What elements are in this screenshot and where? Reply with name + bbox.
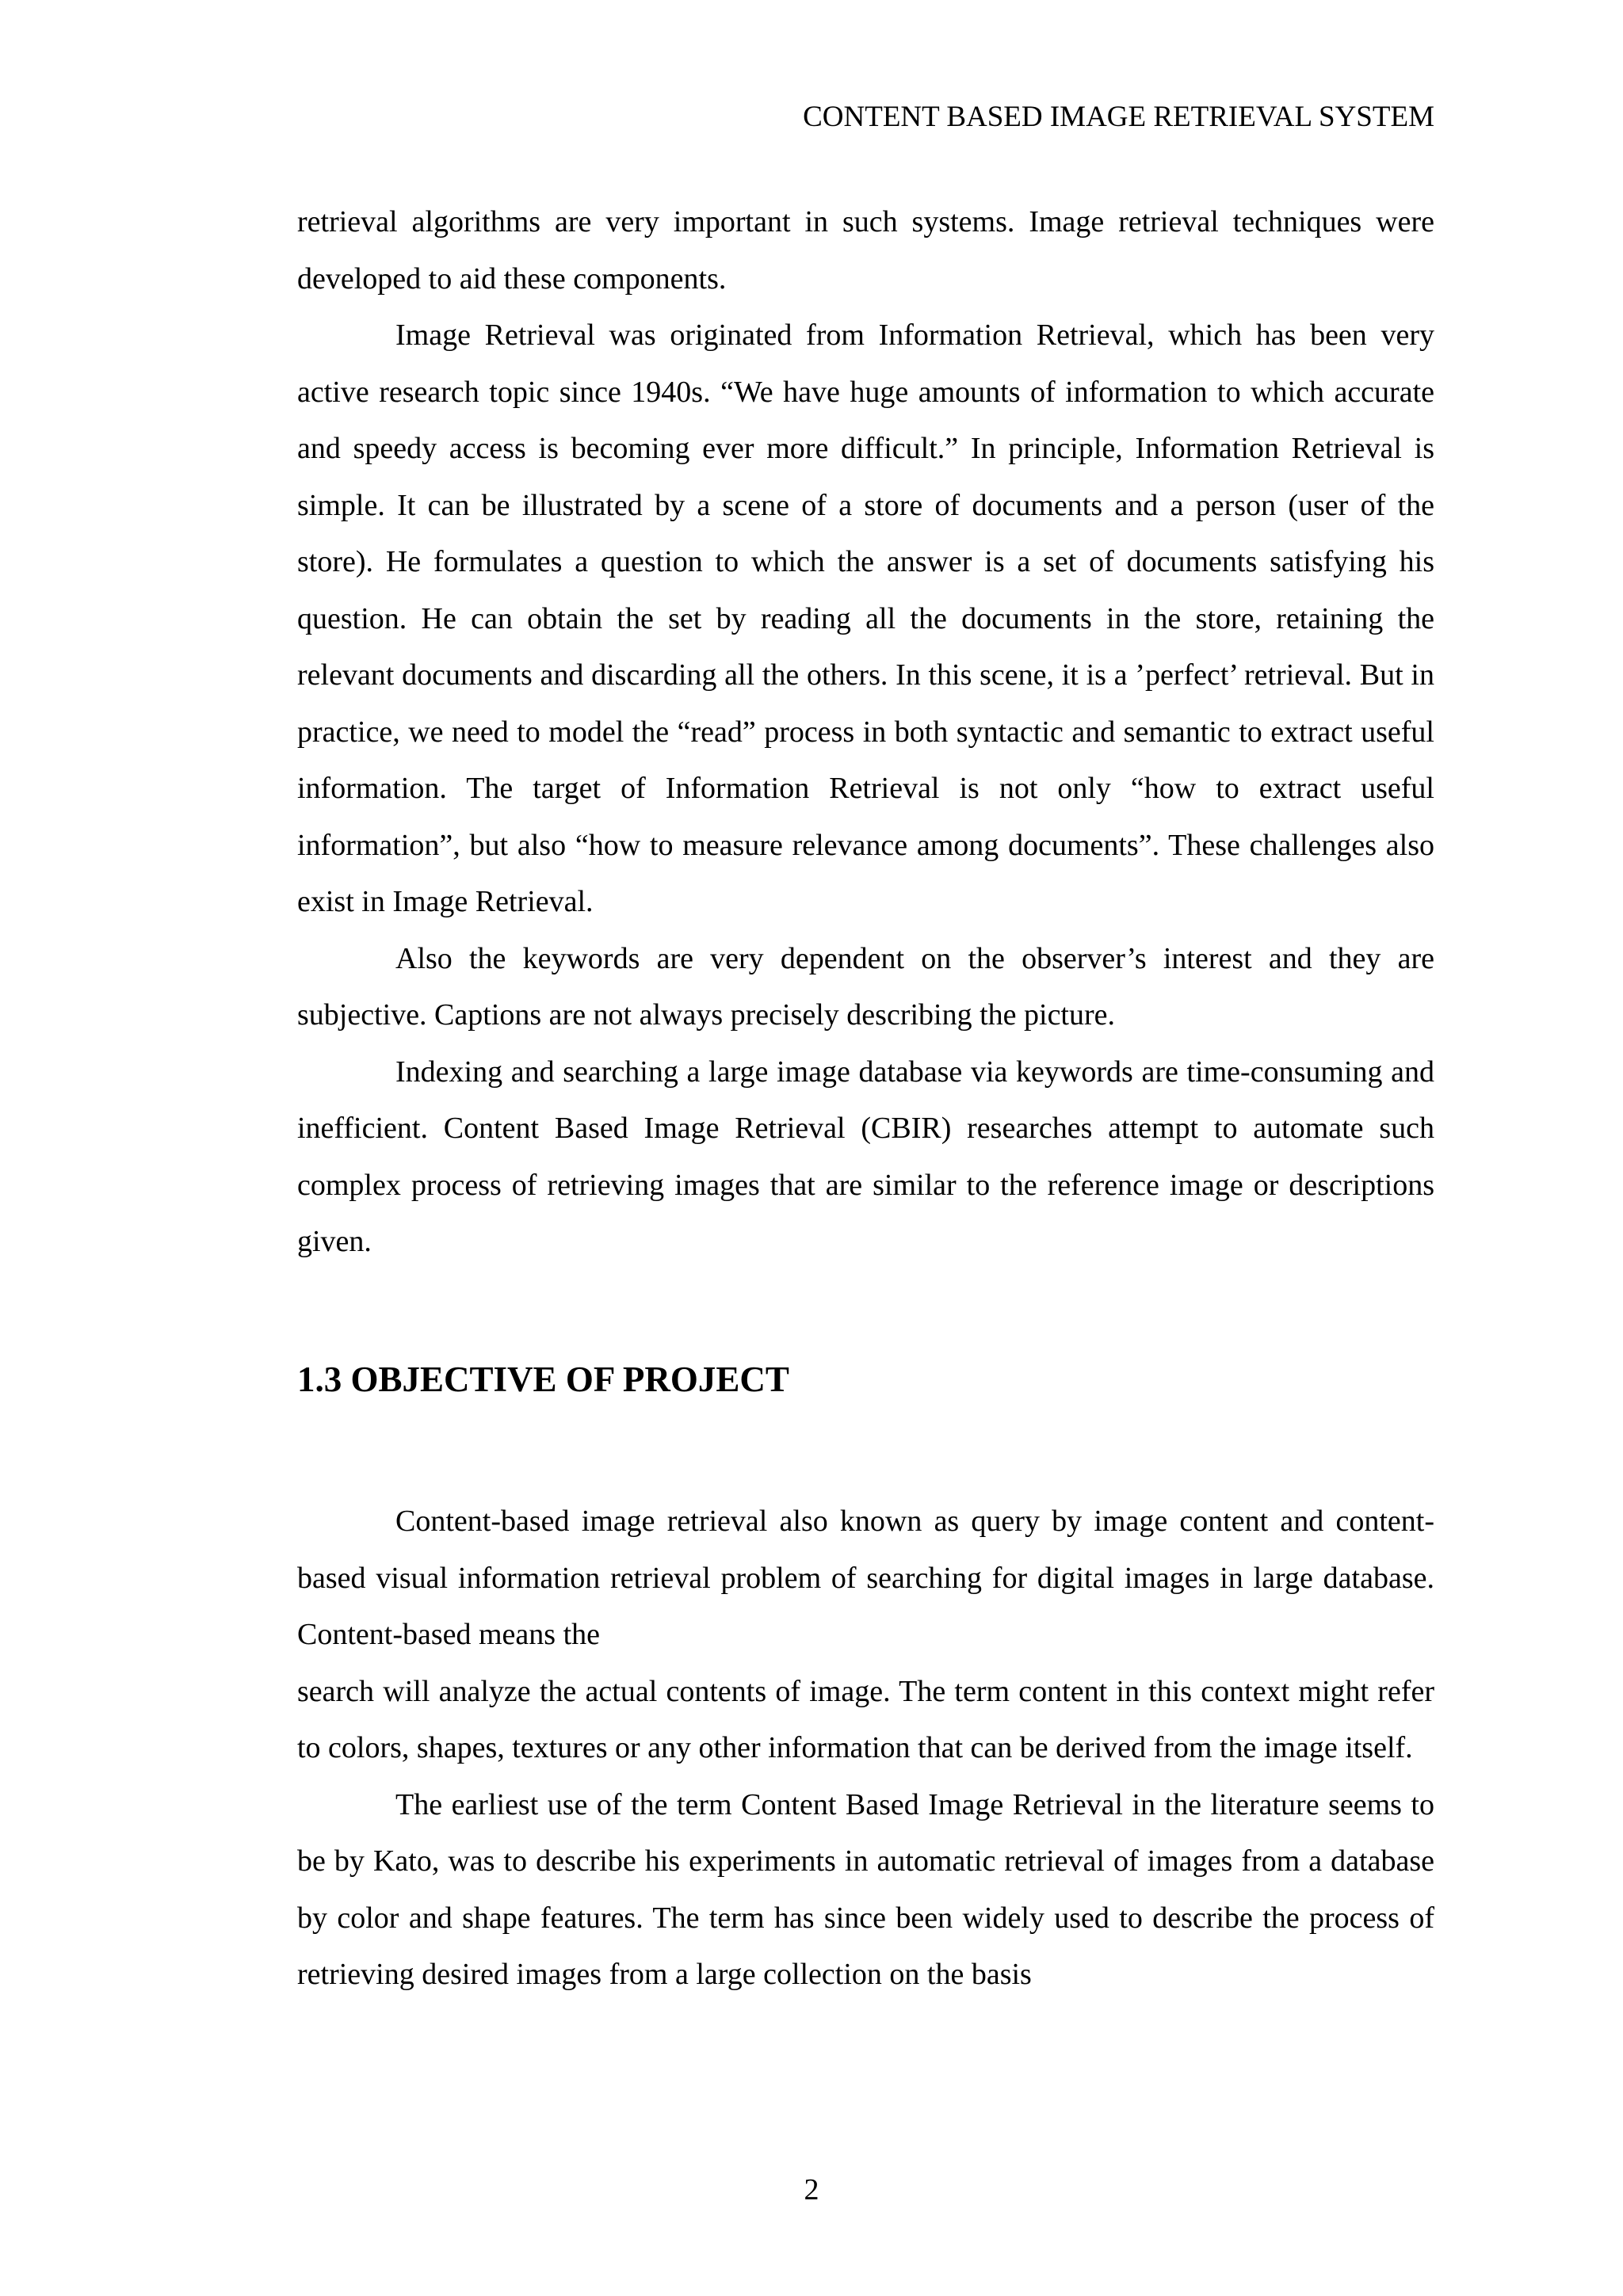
paragraph-cbir-definition-part1: Content-based image retrieval also known as query by image content and content-based visual information retrieval problem of searching for digital images in large database. Content-based means the — [297, 1505, 1434, 1651]
section-heading: 1.3 OBJECTIVE OF PROJECT — [297, 1359, 789, 1399]
page-body — [297, 194, 1434, 2004]
running-header: CONTENT BASED IMAGE RETRIEVAL SYSTEM — [803, 101, 1434, 133]
paragraph-continuation: retrieval algorithms are very important in such systems. Image retrieval techniques were developed to aid these components. — [297, 205, 1434, 296]
paragraph-earliest-use: The earliest use of the term Content Based Image Retrieval in the literature seems to be by Kato, was to describe his experiments in automatic retrieval of images from a database by color and shape features. The term has since been widely used to describe the process of retrieving desired images from a large collection on the basis — [297, 1787, 1434, 1991]
paragraph-image-retrieval-origin: Image Retrieval was originated from Information Retrieval, which has been very active research topic since 1940s. “We have huge amounts of information to which accurate and speedy access is becoming ever more difficult.” In principle, Information Retrieval is simple. It can be illustrated by a scene of a store of documents and a person (user of the store). He formulates a question to which the answer is a set of documents satisfying his question. He can obtain the set by reading all the documents in the store, retaining the relevant documents and discarding all the others. In this scene, it is a ’perfect’ retrieval. But in practice, we need to model the “read” process in both syntactic and semantic to extract useful information. The target of Information Retrieval is not only “how to extract useful information”, but also “how to measure relevance among documents”. These challenges also exist in Image Retrieval. — [297, 318, 1434, 918]
paragraph-cbir-definition-part2: search will analyze the actual contents of image. The term content in this context might refer to colors, shapes, textures or any other information that can be derived from the image itself. — [297, 1674, 1434, 1764]
page-number: 2 — [804, 2173, 819, 2206]
paragraph-keywords-subjective: Also the keywords are very dependent on the observer’s interest and they are subjective. Captions are not always precisely describing the picture. — [297, 941, 1434, 1032]
paragraph-indexing-searching: Indexing and searching a large image database via keywords are time-consuming and inefficient. Content Based Image Retrieval (CBIR) researches attempt to automate such complex process of retrieving images that are similar to the reference image or descriptions given. — [297, 1055, 1434, 1258]
